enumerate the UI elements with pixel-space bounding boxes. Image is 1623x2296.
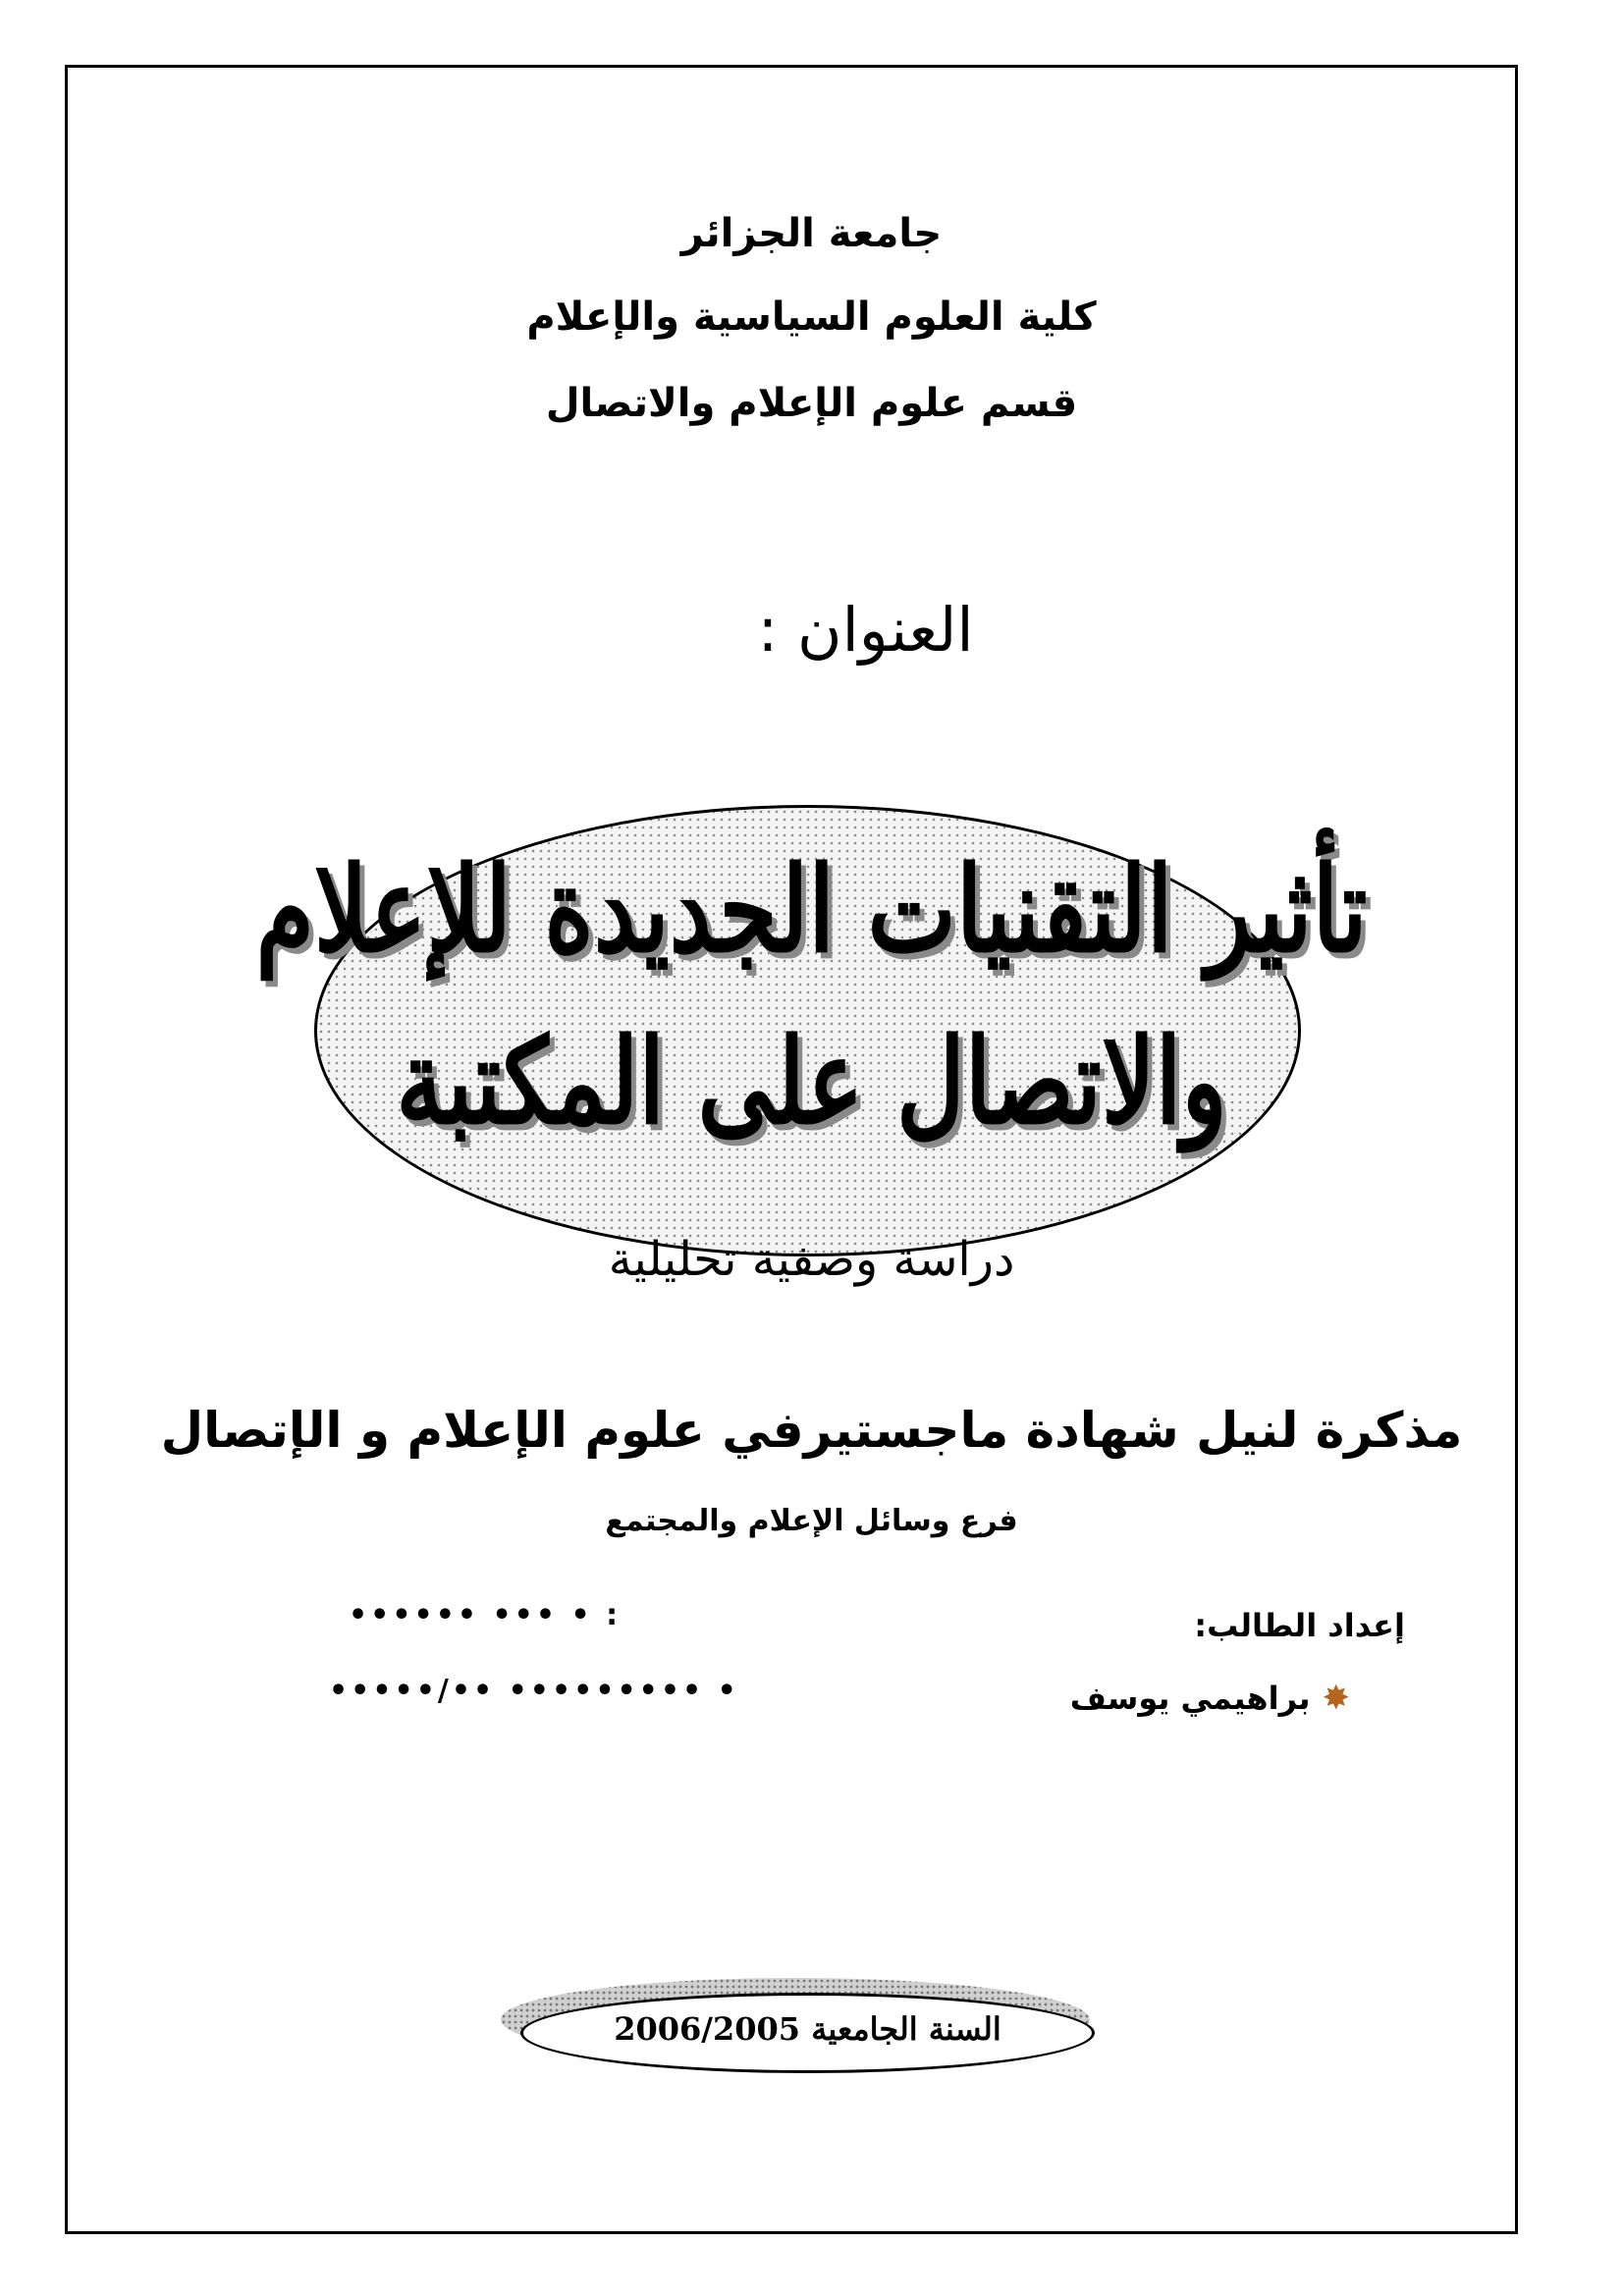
thesis-branch: فرع وسائل الإعلام والمجتمع: [605, 1504, 1018, 1538]
department-name: قسم علوم الإعلام والاتصال: [545, 381, 1078, 426]
supervisor-name: • ••••••••• ••/•••••: [329, 1674, 739, 1708]
thesis-title-line-2: والاتصال على المكتبة: [396, 1011, 1227, 1151]
star-bullet-icon: ✸: [1322, 1679, 1350, 1718]
student-row: [1070, 1679, 1350, 1718]
thesis-purpose: مذكرة لنيل شهادة ماجستيرفي علوم الإعلام و الإتصال: [160, 1402, 1463, 1459]
supervisor-label: : • ••• ••••••: [349, 1598, 622, 1632]
faculty-name: كلية العلوم السياسية والإعلام: [526, 294, 1097, 340]
title-label: العنوان :: [757, 594, 974, 666]
thesis-title-line-1: تأثير التقنيات الجديدة للإعلام: [255, 839, 1368, 980]
prepared-by-label: إعداد الطالب:: [1194, 1607, 1405, 1644]
university-name: جامعة الجزائر: [680, 211, 943, 256]
academic-year: السنة الجامعية 2006/2005: [614, 2010, 1001, 2048]
student-name: براهيمي يوسف: [1069, 1680, 1311, 1717]
study-type: دراسة وصفية تحليلية: [608, 1232, 1015, 1287]
